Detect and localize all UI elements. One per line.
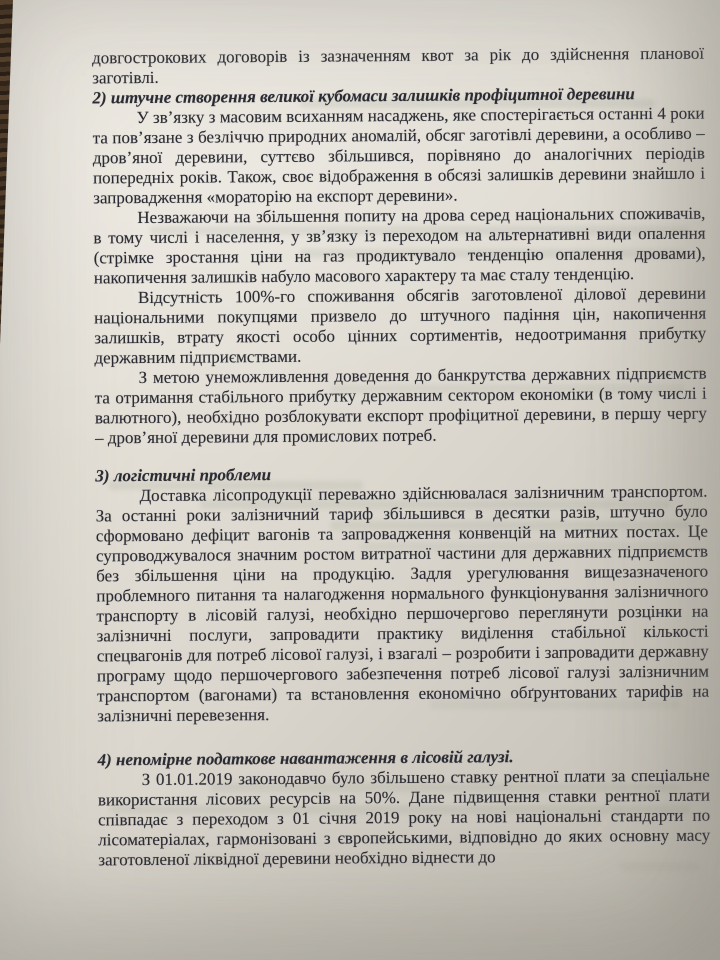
paragraph: У зв’язку з масовим всиханням насаджень, яке спостерігається останні 4 роки та пов’язане з безліччю природних аномалій, обсяг заготівлі деревини, а особливо – дров’яної деревини, суттєво збільшився, порівняно до аналогічних періодів попередніх років. Також, своє відображення в обсязі залишків деревини знайшло і запровадження «мораторію на експорт деревини».	[92, 103, 706, 208]
document-text-block	[92, 44, 710, 871]
section-heading-4: 4) непомірне податкове навантаження в лісовій галузі.	[97, 747, 514, 770]
paragraph: Відсутність 100%-го споживання обсягів заготовленої ділової деревини національними покупцями призвело до штучного падіння цін, накопичення залишків, втрату якості особо цінних сортиментів, недоотримання прибутку державним підприємствами.	[94, 283, 707, 368]
section-heading-2: 2) штучне створення великої кубомаси залишків профіцитної деревини	[92, 84, 635, 108]
section-heading-3: 3) логістичні проблеми	[95, 465, 272, 486]
table-edge-icon	[0, 0, 13, 345]
continued-paragraph: довгострокових договорів із зазначенням квот за рік до здійснення планової заготівлі.	[92, 43, 705, 88]
paragraph: Доставка лісопродукції переважно здійснювалася залізничним транспортом. За останні роки залізничний тариф збільшився в десятки разів, штучно було сформовано дефіцит вагонів та запровадження конвенцій на митних постах. Це супроводжувалося значним ростом витратної частини для державних підприємств без збільшення ціни на продукцію. Задля урегулювання вищезазначеного проблемного питання та налагодження нормального функціонування залізничного транспорту в лісовій галузі, необхідно першочергово переглянути розцінки на залізничні послуги, запровадити практику виділення стабільної кількості спецвагонів для потреб лісової галузі, і взагалі – розробити і запровадити державну програму щодо першочергового забезпечення потреб лісової галузі залізничним транспортом (вагонами) та встановлення економічно обґрунтованих тарифів на залізничні перевезення.	[95, 481, 710, 726]
paragraph: Незважаючи на збільшення попиту на дрова серед національних споживачів, в тому числі і населення, у зв’язку із переходом на альтернативні види опалення (стрімке зростання ціни на газ продиктувало тенденцію опалення дровами), накопичення залишків набуло масового характеру та має сталу тенденцію.	[93, 203, 706, 288]
paragraph: З 01.01.2019 законодавчо було збільшено ставку рентної плати за спеціальне використання лісових ресурсів на 50%. Дане підвищення ставки рентної плати співпадає з переходом з 01 січня 2019 року на нові національні стандарти по лісоматеріалах, гармонізовані з європейськими, відповідно до яких основну масу заготовленої ліквідної деревини необхідно віднести до	[97, 765, 711, 870]
paragraph: З метою унеможливлення доведення до банкрутства державних підприємств та отримання стабільного прибутку державним сектором економіки (в тому числі і валютного), необхідно розблокувати експорт профіцитної деревини, в першу чергу – дров’яної деревини для промислових потреб.	[94, 363, 707, 448]
